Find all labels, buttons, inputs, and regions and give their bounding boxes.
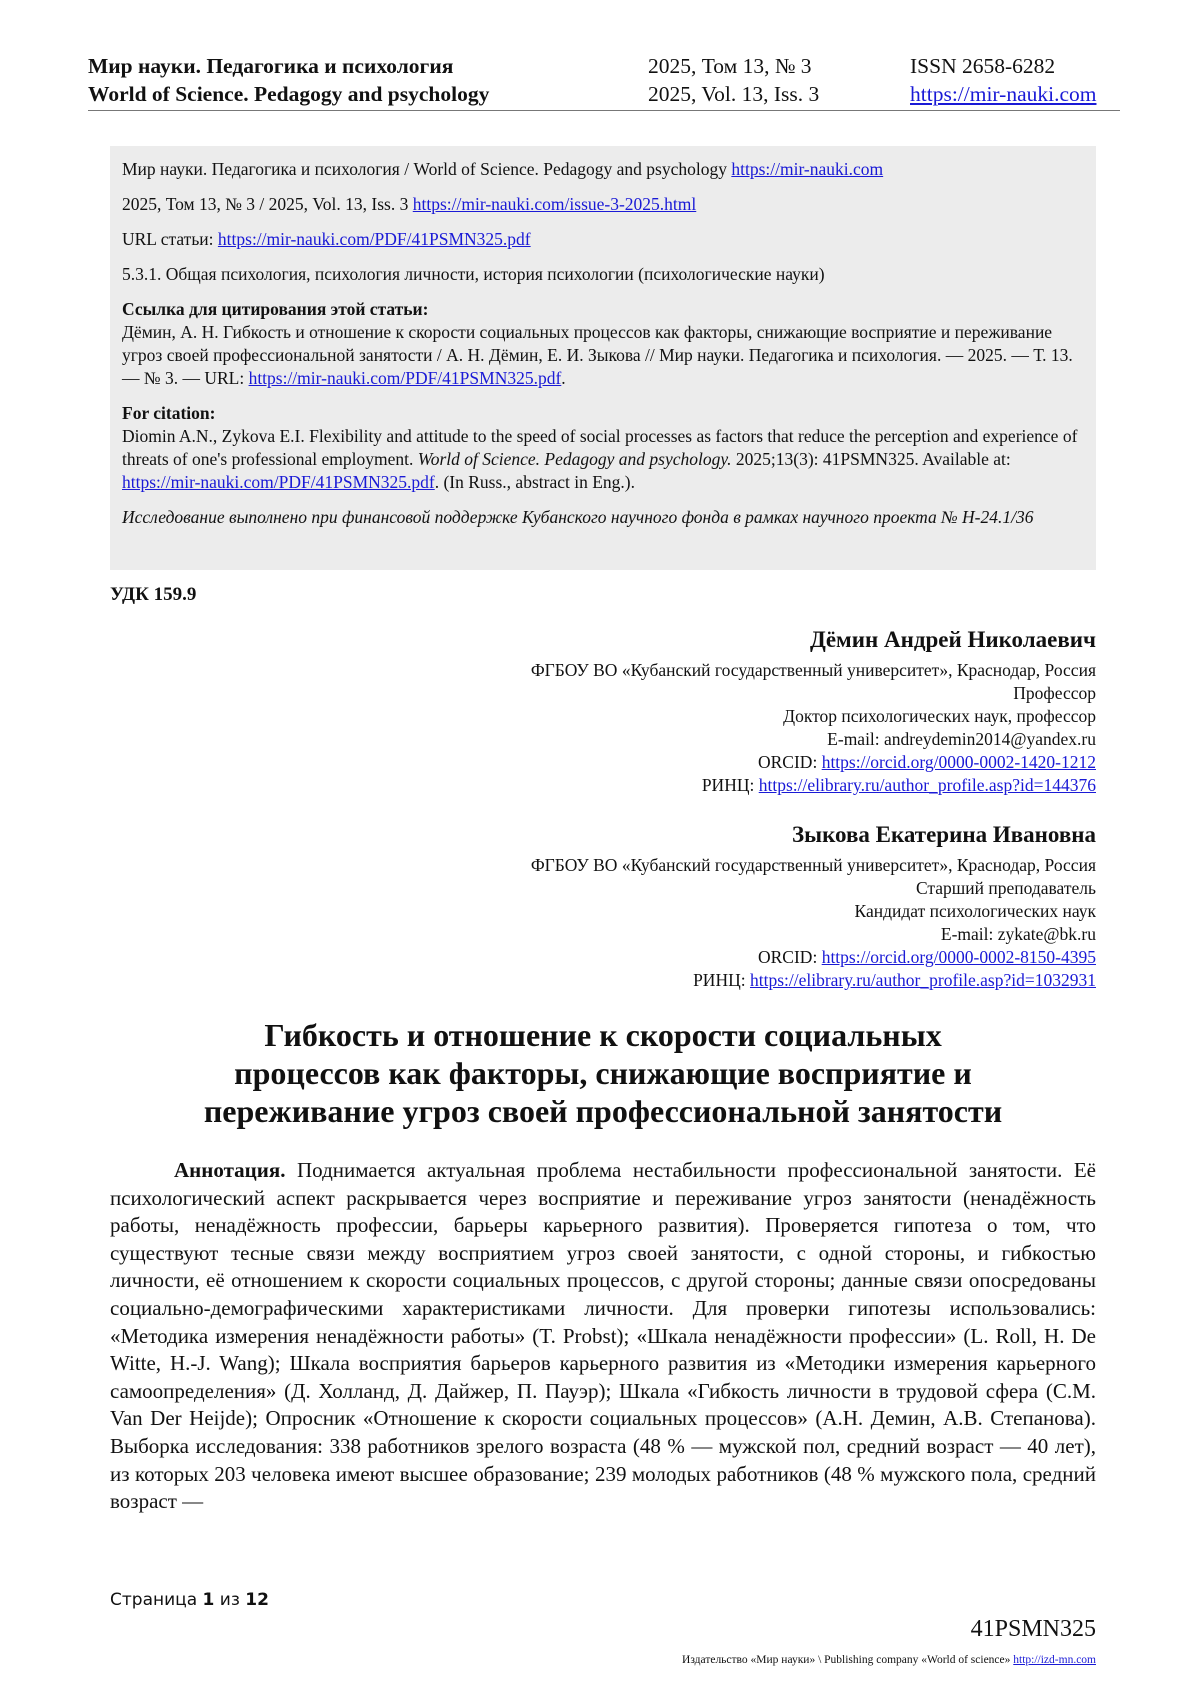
author-affiliation: ФГБОУ ВО «Кубанский государственный университет», Краснодар, Россия (530, 660, 1096, 680)
orcid-label: ORCID: (758, 947, 818, 967)
author-orcid (531, 946, 1096, 969)
page-number (110, 1590, 269, 1610)
issue-ru: 2025, Том 13, № 3 (648, 54, 812, 78)
orcid-label: ORCID: (758, 752, 818, 772)
info-url-link[interactable]: https://mir-nauki.com/PDF/41PSMN325.pdf (217, 229, 531, 249)
info-journal-link[interactable]: https://mir-nauki.com (731, 159, 884, 179)
issue-en: 2025, Vol. 13, Iss. 3 (648, 82, 820, 106)
info-issue (122, 193, 1084, 216)
abstract (110, 1157, 1096, 1516)
publisher-text: Издательство «Мир науки» \ Publishing company «World of science» (682, 1654, 1011, 1666)
citation-ru-link[interactable]: https://mir-nauki.com/PDF/41PSMN325.pdf (248, 368, 562, 388)
citation-ru-text: Дёмин, А. Н. Гибкость и отношение к скорости социальных процессов как факторы, снижающие восприятие и переживание угроз своей профессиональной занятости / А. Н. Дёмин, Е. И. Зыкова // Мир науки. Педагогика и психология. — 2025. — Т. 13. — № 3. — URL: (122, 322, 1073, 388)
info-specialty: 5.3.1. Общая психология, психология личности, история психологии (психологические науки) (122, 264, 825, 284)
issn: ISSN 2658-6282 (910, 54, 1056, 78)
rinc-label: РИНЦ: (701, 775, 755, 795)
citation-ru-end: . (561, 368, 566, 388)
citation-ru-heading: Ссылка для цитирования этой статьи: (122, 299, 429, 319)
rinc-link[interactable]: https://elibrary.ru/author_profile.asp?id=1032931 (749, 970, 1096, 990)
author-rinc (531, 969, 1096, 992)
abstract-text: Поднимается актуальная проблема нестабильности профессиональной занятости. Её психологический аспект раскрывается через восприятие и переживание угроз занятости (ненадёжность работы, ненадёжность профессии, барьеры карьерного развития). Проверяется гипотеза о том, что существуют тесные связи между восприятием угроз своей занятости, с одной стороны, и гибкостью личности, её отношением к скорости социальных процессов, с другой стороны; данные связи опосредованы социально-демографическими характеристиками личности. Для проверки гипотезы использовались: «Методика измерения ненадёжности работы» (T. Probst); «Шкала ненадёжности профессии» (L. Roll, H. De Witte, H.-J. Wang); Шкала восприятия барьеров карьерного развития из «Методики измерения карьерного самоопределения» (Д. Холланд, Д. Дайжер, П. Пауэр); Шкала «Гибкость личности в трудовой сфера (C.M. Van Der Heijde); Опросник «Отношение к скорости социальных процессов» (А.Н. Демин, А.В. Степанова). Выборка исследования: 338 работников зрелого возраста (48 % — мужской пол, средний возраст — 40 лет), из которых 203 человека имеют высшее образование; 239 молодых работников (48 % мужского пола, средний возраст — (110, 1158, 1096, 1514)
journal-name-ru: Мир науки. Педагогика и психология (88, 54, 454, 78)
of-word: из (219, 1590, 240, 1610)
total-pages: 12 (245, 1590, 269, 1610)
citation-en-end: . (In Russ., abstract in Eng.). (434, 472, 635, 492)
article-info-box (110, 146, 1096, 570)
info-journal (122, 158, 1084, 181)
info-journal-text: Мир науки. Педагогика и психология / World of Science. Pedagogy and psychology (122, 159, 727, 179)
article-code: 41PSMN325 (970, 1616, 1096, 1642)
author-affiliation: ФГБОУ ВО «Кубанский государственный университет», Краснодар, Россия (530, 855, 1096, 875)
current-page: 1 (202, 1590, 215, 1610)
citation-en-text1: Diomin A.N., Zykova E.I. Flexibility and attitude to the speed of social processes as factors that reduce the perception and experience of threats of one's professional employment. (122, 426, 1078, 469)
author-block (531, 625, 1096, 797)
issn-block (910, 52, 1096, 108)
journal-name-en: World of Science. Pedagogy and psychology (88, 82, 490, 106)
author-block (531, 820, 1096, 992)
rinc-link[interactable]: https://elibrary.ru/author_profile.asp?id=144376 (758, 775, 1096, 795)
info-issue-link[interactable]: https://mir-nauki.com/issue-3-2025.html (412, 194, 697, 214)
author-email: E-mail: zykate@bk.ru (940, 924, 1096, 944)
citation-en-link[interactable]: https://mir-nauki.com/PDF/41PSMN325.pdf (122, 472, 435, 492)
orcid-link[interactable]: https://orcid.org/0000-0002-1420-1212 (821, 752, 1096, 772)
site-link[interactable]: https://mir-nauki.com (910, 82, 1097, 106)
page-word: Страница (110, 1590, 198, 1610)
article-title (110, 1016, 1096, 1130)
title-line: процессов как факторы, снижающие восприятие и (234, 1055, 972, 1091)
citation-en-journal: World of Science. Pedagogy and psychology. (417, 449, 732, 469)
publisher-line (682, 1654, 1096, 1666)
citation-en-heading: For citation: (122, 403, 216, 423)
udk-code: УДК 159.9 (110, 584, 197, 605)
info-issue-text: 2025, Том 13, № 3 / 2025, Vol. 13, Iss. 3 (122, 194, 409, 214)
title-line: переживание угроз своей профессиональной занятости (203, 1093, 1003, 1129)
publisher-link[interactable]: http://izd-mn.com (1013, 1654, 1096, 1666)
author-email: E-mail: andreydemin2014@yandex.ru (827, 729, 1096, 749)
journal-name-block (88, 52, 489, 108)
info-url-label: URL статьи: (122, 229, 214, 249)
orcid-link[interactable]: https://orcid.org/0000-0002-8150-4395 (821, 947, 1096, 967)
author-rinc (531, 774, 1096, 797)
rinc-label: РИНЦ: (693, 970, 746, 990)
author-name: Зыкова Екатерина Ивановна (791, 822, 1096, 847)
funding-note: Исследование выполнено при финансовой поддержке Кубанского научного фонда в рамках научного проекта № Н-24.1/36 (122, 507, 1034, 527)
author-position: Старший преподаватель (915, 878, 1096, 898)
author-degree: Доктор психологических наук, профессор (783, 706, 1096, 726)
author-name: Дёмин Андрей Николаевич (810, 627, 1096, 652)
author-orcid (531, 751, 1096, 774)
citation-en-text2: 2025;13(3): 41PSMN325. Available at: (735, 449, 1011, 469)
running-header (88, 52, 1120, 111)
citation-ru (122, 298, 1084, 390)
abstract-label: Аннотация. (174, 1158, 286, 1182)
author-degree: Кандидат психологических наук (854, 901, 1096, 921)
info-url (122, 228, 1084, 251)
author-position: Профессор (1013, 683, 1096, 703)
issue-block (648, 52, 819, 108)
title-line: Гибкость и отношение к скорости социальных (264, 1017, 942, 1053)
citation-en (122, 402, 1084, 494)
